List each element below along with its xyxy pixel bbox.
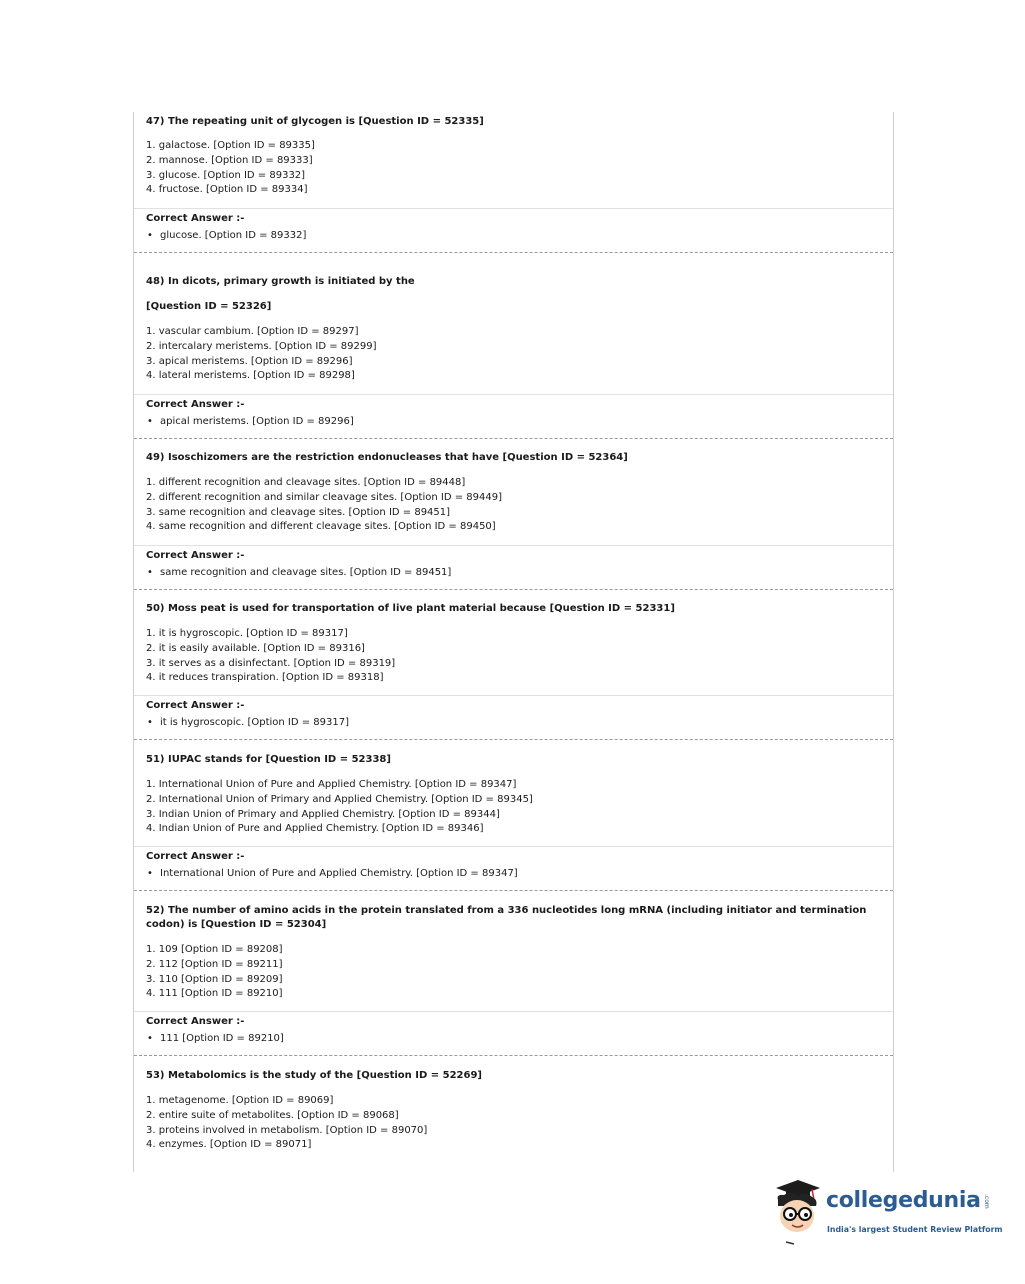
bullet-icon: • bbox=[147, 416, 153, 427]
option-list bbox=[146, 943, 283, 1002]
option-item[interactable]: 4. enzymes. [Option ID = 89071] bbox=[146, 1139, 312, 1151]
brand-tagline: India's largest Student Review Platform bbox=[827, 1225, 1003, 1234]
option-item[interactable]: 2. it is easily available. [Option ID = 89316] bbox=[146, 642, 365, 654]
option-item[interactable]: 2. International Union of Primary and Applied Chemistry. [Option ID = 89345] bbox=[146, 793, 533, 805]
divider bbox=[134, 545, 893, 546]
option-item[interactable]: 1. metagenome. [Option ID = 89069] bbox=[146, 1095, 334, 1106]
option-list bbox=[146, 778, 533, 837]
option-item[interactable]: 4. lateral meristems. [Option ID = 89298] bbox=[146, 370, 355, 382]
bullet-icon: • bbox=[147, 567, 153, 578]
correct-answer-label: Correct Answer :- bbox=[146, 851, 245, 862]
option-item[interactable]: 2. intercalary meristems. [Option ID = 89299] bbox=[146, 340, 377, 352]
option-item[interactable]: 4. fructose. [Option ID = 89334] bbox=[146, 184, 308, 196]
option-item[interactable]: 3. 110 [Option ID = 89209] bbox=[146, 973, 283, 985]
bullet-icon: • bbox=[147, 717, 153, 728]
bullet-icon: • bbox=[147, 230, 153, 241]
option-item[interactable]: 4. 111 [Option ID = 89210] bbox=[146, 988, 283, 1000]
option-item[interactable]: 2. entire suite of metabolites. [Option ID = 89068] bbox=[146, 1109, 399, 1121]
question-title: 52) The number of amino acids in the protein translated from a 336 nucleotides long mRNA (including initiator and termination codon) is [Question ID = 52304] bbox=[146, 905, 867, 930]
question-52 bbox=[134, 890, 893, 1056]
option-list bbox=[146, 476, 502, 535]
brand-com: .com bbox=[983, 1194, 990, 1209]
option-item[interactable]: 1. 109 [Option ID = 89208] bbox=[146, 944, 283, 955]
option-item[interactable]: 1. it is hygroscopic. [Option ID = 89317] bbox=[146, 628, 348, 639]
bullet-icon: • bbox=[147, 1033, 153, 1044]
option-item[interactable]: 4. it reduces transpiration. [Option ID = 89318] bbox=[146, 672, 384, 684]
option-item[interactable]: 2. 112 [Option ID = 89211] bbox=[146, 958, 283, 970]
option-item[interactable]: 3. apical meristems. [Option ID = 89296] bbox=[146, 355, 353, 367]
option-item[interactable]: 4. same recognition and different cleavage sites. [Option ID = 89450] bbox=[146, 521, 496, 533]
option-list bbox=[146, 139, 315, 198]
correct-answer-label: Correct Answer :- bbox=[146, 399, 245, 410]
option-item[interactable]: 1. different recognition and cleavage sites. [Option ID = 89448] bbox=[146, 477, 466, 488]
correct-answer: • same recognition and cleavage sites. [Option ID = 89451] bbox=[147, 567, 452, 578]
option-item[interactable]: 3. it serves as a disinfectant. [Option ID = 89319] bbox=[146, 657, 396, 669]
question-sheet bbox=[133, 112, 894, 1172]
option-item[interactable]: 3. Indian Union of Primary and Applied Chemistry. [Option ID = 89344] bbox=[146, 808, 500, 820]
divider bbox=[134, 695, 893, 696]
option-list bbox=[146, 325, 376, 384]
question-title: 53) Metabolomics is the study of the [Question ID = 52269] bbox=[146, 1070, 482, 1081]
correct-answer: • 111 [Option ID = 89210] bbox=[147, 1033, 284, 1044]
question-49 bbox=[134, 438, 893, 590]
question-47 bbox=[134, 112, 893, 253]
option-item[interactable]: 3. glucose. [Option ID = 89332] bbox=[146, 169, 306, 181]
question-title: 51) IUPAC stands for [Question ID = 52338] bbox=[146, 754, 391, 765]
option-item[interactable]: 4. Indian Union of Pure and Applied Chemistry. [Option ID = 89346] bbox=[146, 823, 484, 835]
correct-answer-label: Correct Answer :- bbox=[146, 550, 245, 561]
question-id: [Question ID = 52326] bbox=[146, 301, 272, 312]
brand-name: collegedunia bbox=[826, 1188, 981, 1213]
bullet-icon: • bbox=[147, 868, 153, 879]
question-title: 47) The repeating unit of glycogen is [Question ID = 52335] bbox=[146, 116, 484, 127]
question-title: 48) In dicots, primary growth is initiated by the bbox=[146, 276, 415, 287]
option-item[interactable]: 3. same recognition and cleavage sites. [Option ID = 89451] bbox=[146, 506, 451, 518]
correct-answer-label: Correct Answer :- bbox=[146, 1016, 245, 1027]
correct-answer: • apical meristems. [Option ID = 89296] bbox=[147, 416, 354, 427]
divider bbox=[134, 1011, 893, 1012]
correct-answer: • glucose. [Option ID = 89332] bbox=[147, 230, 307, 241]
divider bbox=[134, 208, 893, 209]
option-item[interactable]: 1. International Union of Pure and Applied Chemistry. [Option ID = 89347] bbox=[146, 779, 517, 790]
question-50 bbox=[134, 589, 893, 740]
question-53 bbox=[134, 1055, 893, 1172]
question-title: 50) Moss peat is used for transportation of live plant material because [Question ID = 52331] bbox=[146, 603, 675, 614]
divider bbox=[134, 846, 893, 847]
question-51 bbox=[134, 739, 893, 891]
question-48 bbox=[134, 252, 893, 439]
correct-answer: • International Union of Pure and Applied Chemistry. [Option ID = 89347] bbox=[147, 868, 518, 879]
option-item[interactable]: 1. galactose. [Option ID = 89335] bbox=[146, 140, 315, 151]
collegedunia-logo[interactable] bbox=[768, 1178, 1003, 1248]
option-list bbox=[146, 1094, 427, 1153]
correct-answer: • it is hygroscopic. [Option ID = 89317] bbox=[147, 717, 350, 728]
divider bbox=[134, 394, 893, 395]
option-item[interactable]: 2. different recognition and similar cleavage sites. [Option ID = 89449] bbox=[146, 491, 502, 503]
option-list bbox=[146, 627, 395, 686]
correct-answer-label: Correct Answer :- bbox=[146, 700, 245, 711]
option-item[interactable]: 2. mannose. [Option ID = 89333] bbox=[146, 154, 313, 166]
mascot-icon bbox=[768, 1178, 826, 1248]
option-item[interactable]: 1. vascular cambium. [Option ID = 89297] bbox=[146, 326, 359, 337]
question-title: 49) Isoschizomers are the restriction endonucleases that have [Question ID = 52364] bbox=[146, 452, 628, 463]
correct-answer-label: Correct Answer :- bbox=[146, 213, 245, 224]
option-item[interactable]: 3. proteins involved in metabolism. [Option ID = 89070] bbox=[146, 1124, 428, 1136]
